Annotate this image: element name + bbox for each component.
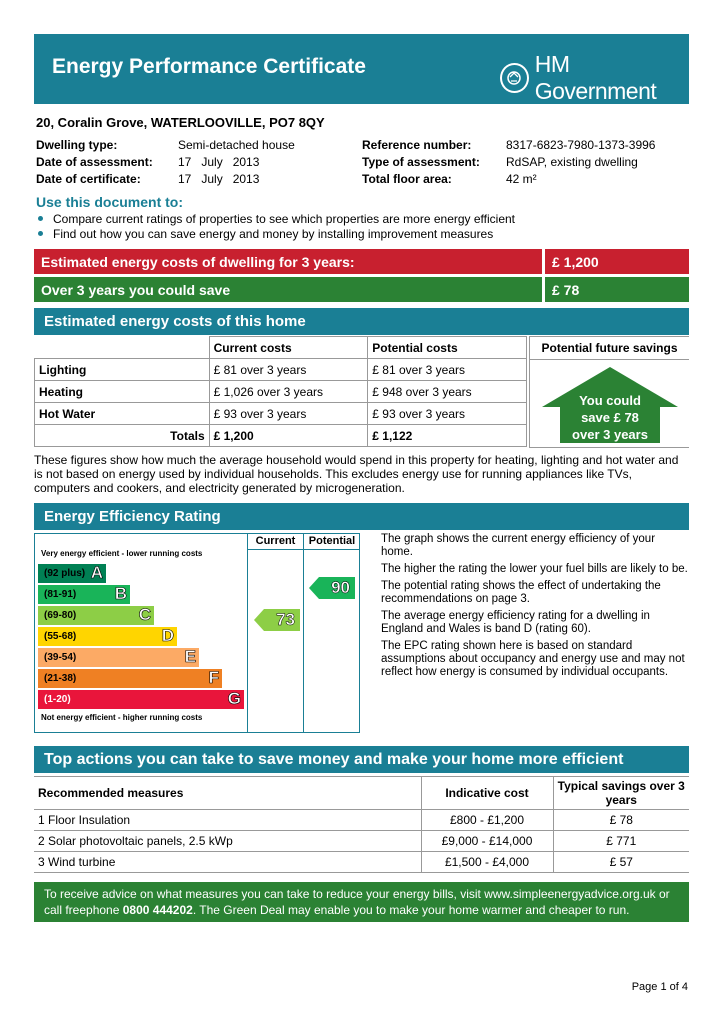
top-scale-label: Very energy efficient - lower running costs xyxy=(41,549,203,558)
band-range: (39-54) xyxy=(44,652,77,663)
costs-bar-value: £ 1,200 xyxy=(545,249,689,274)
certificate-date-label: Date of certificate: xyxy=(36,172,141,186)
explanation-paragraph: The graph shows the current energy efficiency of your home. xyxy=(381,533,656,558)
row-current: £ 93 over 3 years xyxy=(209,403,368,425)
rating-chart xyxy=(34,533,360,733)
list-item: Find out how you can save energy and money by installing improvement measures xyxy=(36,227,515,242)
explanation-paragraph: The EPC rating shown here is based on standard assumptions about occupancy and energy use and may not reflect how energy is consumed by individual occupants. xyxy=(381,640,685,678)
save-bar-label: Over 3 years you could save xyxy=(34,277,542,302)
savings-line: over 3 years xyxy=(572,427,648,442)
header-banner xyxy=(34,34,689,104)
table-row xyxy=(34,852,689,873)
use-list xyxy=(36,212,515,242)
band-letter: C xyxy=(138,605,151,624)
saving-cell: £ 78 xyxy=(553,810,689,831)
advice-text-end: . The Green Deal may enable you to make your home warmer and cheaper to run. xyxy=(192,903,630,917)
property-address: 20, Coralin Grove, WATERLOOVILLE, PO7 8QY xyxy=(36,115,325,130)
measure-cell: 1 Floor Insulation xyxy=(34,810,421,831)
costs-note: These figures show how much the average household would spend in this property for heating, lighting and hot water and is not based on energy used by individual households. This excludes energy use for running appliances like TVs, computers and cookers, and electricity generated by microgeneration. xyxy=(34,453,679,495)
advice-banner xyxy=(34,882,689,922)
potential-rating-value: 90 xyxy=(331,577,350,597)
freephone-number: 0800 444202 xyxy=(122,903,193,917)
table-header-measure: Recommended measures xyxy=(34,777,421,810)
cost-cell: £9,000 - £14,000 xyxy=(421,831,553,852)
row-name: Lighting xyxy=(35,359,210,381)
royal-crest-icon xyxy=(500,63,529,93)
band-letter: G xyxy=(227,689,241,708)
explanation-paragraph: The potential rating shows the effect of undertaking the recommendations on page 3. xyxy=(381,580,661,605)
table-row xyxy=(34,831,689,852)
rating-band-a xyxy=(38,564,106,583)
table-header-cost: Indicative cost xyxy=(421,777,553,810)
table-header-blank xyxy=(35,337,210,359)
band-range: (55-68) xyxy=(44,631,77,642)
advice-text: To receive advice on what measures you can take to reduce your energy bills, visit www.simpleenergyadvice.org.uk or call freephone xyxy=(44,887,670,917)
potential-column-label: Potential xyxy=(304,534,360,550)
assessment-date-value: 17 July 2013 xyxy=(178,155,260,169)
band-letter: B xyxy=(114,584,127,603)
rating-explanations xyxy=(381,533,689,683)
rating-section-heading: Energy Efficiency Rating xyxy=(34,503,689,530)
page-title: Energy Performance Certificate xyxy=(52,55,366,78)
save-bar-value: £ 78 xyxy=(545,277,689,302)
actions-table xyxy=(34,776,689,873)
band-range: (92 plus) xyxy=(44,568,86,579)
rating-band-b xyxy=(38,585,130,604)
savings-line: You could xyxy=(579,393,641,408)
totals-potential: £ 1,122 xyxy=(368,425,527,447)
totals-label: Totals xyxy=(35,425,210,447)
use-heading: Use this document to: xyxy=(36,194,184,210)
band-letter: D xyxy=(161,626,174,645)
actions-section-heading: Top actions you can take to save money and make your home more efficient xyxy=(34,746,689,773)
rating-band-d xyxy=(38,627,177,646)
row-potential: £ 81 over 3 years xyxy=(368,359,527,381)
dwelling-type-value: Semi-detached house xyxy=(178,138,295,152)
current-rating-value: 73 xyxy=(276,609,295,629)
row-name: Hot Water xyxy=(35,403,210,425)
floor-area-value: 42 m² xyxy=(506,172,537,186)
table-header-current: Current costs xyxy=(209,337,368,359)
table-row xyxy=(35,359,527,381)
table-header-savings: Typical savings over 3 years xyxy=(553,777,689,810)
details-left xyxy=(36,138,356,188)
savings-text xyxy=(550,392,670,443)
rating-band-g xyxy=(38,690,244,709)
dwelling-type-label: Dwelling type: xyxy=(36,138,118,152)
band-letter: A xyxy=(90,563,103,582)
measure-cell: 2 Solar photovoltaic panels, 2.5 kWp xyxy=(34,831,421,852)
costs-section-heading: Estimated energy costs of this home xyxy=(34,308,689,335)
list-item: Compare current ratings of properties to see which properties are more energy efficient xyxy=(36,212,515,227)
details-right xyxy=(362,138,682,188)
band-letter: F xyxy=(208,668,219,687)
assessment-type-value: RdSAP, existing dwelling xyxy=(506,155,638,169)
row-current: £ 81 over 3 years xyxy=(209,359,368,381)
costs-table xyxy=(34,336,527,447)
band-range: (21-38) xyxy=(44,673,77,684)
current-column xyxy=(247,534,304,732)
bottom-scale-label: Not energy efficient - higher running costs xyxy=(41,713,203,722)
reference-number-value: 8317-6823-7980-1373-3996 xyxy=(506,138,656,152)
assessment-type-label: Type of assessment: xyxy=(362,155,480,169)
row-current: £ 1,026 over 3 years xyxy=(209,381,368,403)
current-column-label: Current xyxy=(248,534,303,550)
measure-cell: 3 Wind turbine xyxy=(34,852,421,873)
page-number: Page 1 of 4 xyxy=(631,981,688,993)
rating-band-e xyxy=(38,648,199,667)
costs-bar-label: Estimated energy costs of dwelling for 3 years: xyxy=(34,249,542,274)
row-potential: £ 93 over 3 years xyxy=(368,403,527,425)
rating-band-f xyxy=(38,669,222,688)
table-header-potential: Potential costs xyxy=(368,337,527,359)
brand-text: HM Government xyxy=(534,51,657,104)
savings-line: save £ 78 xyxy=(581,410,639,425)
saving-cell: £ 57 xyxy=(553,852,689,873)
rating-band-c xyxy=(38,606,154,625)
explanation-paragraph: The higher the rating the lower your fuel bills are likely to be. xyxy=(381,563,688,575)
explanation-paragraph: The average energy efficiency rating for a dwelling in England and Wales is band D (rating 60). xyxy=(381,610,650,635)
table-row xyxy=(35,381,527,403)
band-letter: E xyxy=(184,647,196,666)
potential-column xyxy=(304,534,360,732)
band-range: (81-91) xyxy=(44,589,77,600)
saving-cell: £ 771 xyxy=(553,831,689,852)
hm-government-logo xyxy=(500,51,689,105)
band-range: (1-20) xyxy=(44,694,71,705)
assessment-date-label: Date of assessment: xyxy=(36,155,153,169)
cost-cell: £800 - £1,200 xyxy=(421,810,553,831)
row-name: Heating xyxy=(35,381,210,403)
totals-current: £ 1,200 xyxy=(209,425,368,447)
reference-number-label: Reference number: xyxy=(362,138,472,152)
totals-row xyxy=(35,425,527,447)
savings-panel xyxy=(529,336,689,448)
cost-cell: £1,500 - £4,000 xyxy=(421,852,553,873)
savings-header: Potential future savings xyxy=(530,337,689,360)
table-row xyxy=(35,403,527,425)
row-potential: £ 948 over 3 years xyxy=(368,381,527,403)
floor-area-label: Total floor area: xyxy=(362,172,452,186)
certificate-date-value: 17 July 2013 xyxy=(178,172,260,186)
table-row xyxy=(34,810,689,831)
band-range: (69-80) xyxy=(44,610,77,621)
